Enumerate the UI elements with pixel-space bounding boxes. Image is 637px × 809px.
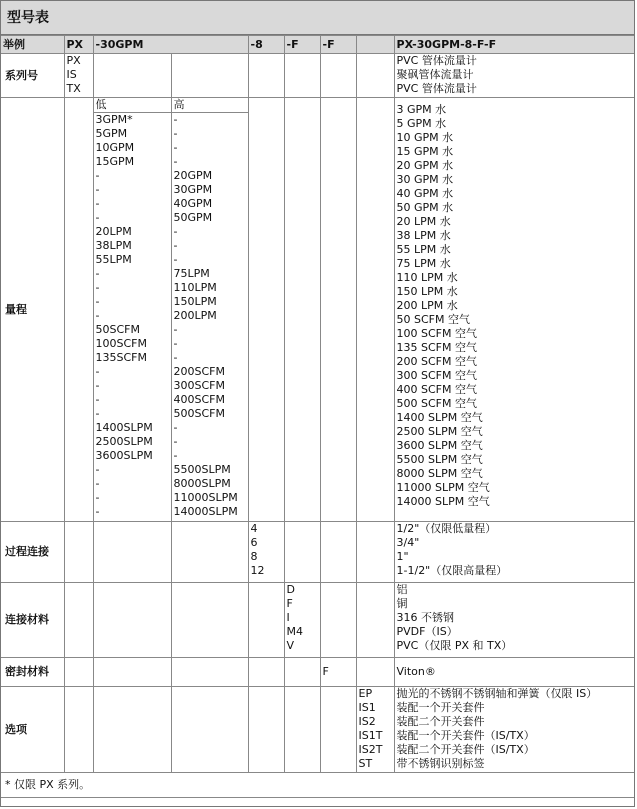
- range-high-value: -: [173, 323, 178, 336]
- process-desc-value: 3/4": [396, 536, 420, 549]
- range-desc-value: 75 LPM 水: [396, 257, 451, 270]
- range-desc-value: 10 GPM 水: [396, 131, 454, 144]
- range-low-value: -: [95, 505, 100, 518]
- options-codes: [356, 687, 394, 773]
- range-desc-value: 14000 SLPM 空气: [396, 495, 490, 508]
- range-desc-value: 200 SCFM 空气: [396, 355, 477, 368]
- option-desc-value: 装配一个开关套件: [396, 701, 485, 714]
- process-code: 12: [250, 564, 265, 577]
- range-high-value: -: [173, 225, 178, 238]
- option-code: IS2: [358, 715, 376, 728]
- range-desc-value: 200 LPM 水: [396, 299, 458, 312]
- range-low-value: -: [95, 169, 100, 182]
- material-code: D: [286, 583, 295, 596]
- header-row: [1, 36, 634, 54]
- range-high-value: -: [173, 449, 178, 462]
- header-cell: 举例: [1, 36, 64, 54]
- range-desc-value: 135 SCFM 空气: [396, 341, 477, 354]
- range-desc-value: 5 GPM 水: [396, 117, 447, 130]
- process-desc-value: 1-1/2"（仅限高量程）: [396, 564, 508, 577]
- range-desc-value: 400 SCFM 空气: [396, 383, 477, 396]
- row-label: 密封材料: [1, 658, 64, 687]
- range-high-value: 110LPM: [173, 281, 217, 294]
- option-desc-value: 装配一个开关套件（IS/TX）: [396, 729, 535, 742]
- range-desc-value: 30 GPM 水: [396, 173, 454, 186]
- range-low-value: -: [95, 477, 100, 490]
- range-high-value: 40GPM: [173, 197, 213, 210]
- range-low-value: 38LPM: [95, 239, 132, 252]
- seal-desc-value: Viton®: [396, 665, 436, 678]
- range-high-value: 11000SLPM: [173, 491, 238, 504]
- process-code: 4: [250, 522, 258, 535]
- range-desc-value: 3600 SLPM 空气: [396, 439, 483, 452]
- series-row: [1, 54, 634, 98]
- options-desc: [394, 687, 634, 773]
- row-label: 量程: [1, 98, 64, 522]
- range-low-value: -: [95, 491, 100, 504]
- series-codes: PX IS TX: [64, 54, 93, 98]
- footnote-row: [1, 773, 634, 798]
- material-desc-value: 316 不锈钢: [396, 611, 455, 624]
- range-desc-value: 5500 SLPM 空气: [396, 453, 483, 466]
- range-low-value: 10GPM: [95, 141, 135, 154]
- process-code: 6: [250, 536, 258, 549]
- option-code: ST: [358, 757, 373, 770]
- range-desc-value: 150 LPM 水: [396, 285, 458, 298]
- range-low-value: -: [95, 183, 100, 196]
- range-low-value: 15GPM: [95, 155, 135, 168]
- row-label: 连接材料: [1, 583, 64, 658]
- range-desc-value: 100 SCFM 空气: [396, 327, 477, 340]
- range-high-value: -: [173, 337, 178, 350]
- option-code: IS1T: [358, 729, 383, 742]
- range-desc-value: 11000 SLPM 空气: [396, 481, 490, 494]
- range-high-value: -: [173, 435, 178, 448]
- range-high-value: 300SCFM: [173, 379, 225, 392]
- process-desc: [394, 522, 634, 583]
- range-low-value: -: [95, 309, 100, 322]
- material-desc-value: PVDF（IS）: [396, 625, 458, 638]
- row-label: 选项: [1, 687, 64, 773]
- range-high-value: 150LPM: [173, 295, 217, 308]
- range-desc-value: 110 LPM 水: [396, 271, 458, 284]
- range-desc-value: 8000 SLPM 空气: [396, 467, 483, 480]
- range-high-value: -: [173, 141, 178, 154]
- range-high-value: -: [173, 239, 178, 252]
- material-desc-value: 铝: [396, 583, 408, 596]
- option-code: IS1: [358, 701, 376, 714]
- material-code: M4: [286, 625, 304, 638]
- material-desc-value: PVC（仅限 PX 和 TX）: [396, 639, 513, 652]
- process-row: [1, 522, 634, 583]
- range-high-value: 200LPM: [173, 309, 217, 322]
- footnote: * 仅限 PX 系列。: [1, 773, 634, 798]
- range-desc-value: 15 GPM 水: [396, 145, 454, 158]
- process-desc-value: 1": [396, 550, 409, 563]
- range-desc-value: 1400 SLPM 空气: [396, 411, 483, 424]
- table-title: 型号表: [1, 1, 634, 35]
- range-low-value: -: [95, 197, 100, 210]
- range-desc-value: 20 LPM 水: [396, 215, 451, 228]
- range-desc-value: 40 GPM 水: [396, 187, 454, 200]
- material-code: F: [286, 597, 293, 610]
- range-low-value: 1400SLPM: [95, 421, 153, 434]
- range-low-value: 3GPM*: [95, 113, 133, 126]
- range-low-value: 2500SLPM: [95, 435, 153, 448]
- material-code: I: [286, 611, 290, 624]
- options-row: [1, 687, 634, 773]
- range-low-value: 55LPM: [95, 253, 132, 266]
- series-desc: PVC 管体流量计 聚砜管体流量计 PVC 管体流量计: [394, 54, 634, 98]
- material-desc-value: 铜: [396, 597, 408, 610]
- range-high-value: 8000SLPM: [173, 477, 231, 490]
- option-desc-value: 带不锈钢识别标签: [396, 757, 485, 770]
- option-desc-value: 装配二个开关套件: [396, 715, 485, 728]
- range-low-column: [93, 98, 171, 522]
- range-high-value: 5500SLPM: [173, 463, 231, 476]
- range-desc: [394, 98, 634, 522]
- range-desc-value: 500 SCFM 空气: [396, 397, 477, 410]
- header-cell: [356, 36, 394, 54]
- material-codes: [284, 583, 320, 658]
- option-code: EP: [358, 687, 373, 700]
- range-low-value: 5GPM: [95, 127, 128, 140]
- range-low-header: 低: [94, 98, 171, 113]
- header-cell: PX: [64, 36, 93, 54]
- range-high-value: -: [173, 113, 178, 126]
- material-row: [1, 583, 634, 658]
- range-desc-value: 38 LPM 水: [396, 229, 451, 242]
- range-low-value: -: [95, 365, 100, 378]
- row-label: 过程连接: [1, 522, 64, 583]
- range-high-value: 500SCFM: [173, 407, 225, 420]
- range-low-value: -: [95, 281, 100, 294]
- row-label: 系列号: [1, 54, 64, 98]
- range-high-value: -: [173, 253, 178, 266]
- option-code: IS2T: [358, 743, 383, 756]
- range-low-value: -: [95, 379, 100, 392]
- range-high-column: [171, 98, 248, 522]
- material-code: V: [286, 639, 295, 652]
- range-high-value: 20GPM: [173, 169, 213, 182]
- process-desc-value: 1/2"（仅限低量程）: [396, 522, 497, 535]
- option-desc-value: 装配二个开关套件（IS/TX）: [396, 743, 535, 756]
- range-low-value: 50SCFM: [95, 323, 140, 336]
- range-high-value: -: [173, 155, 178, 168]
- range-high-value: 14000SLPM: [173, 505, 238, 518]
- range-high-value: 75LPM: [173, 267, 210, 280]
- range-low-value: 3600SLPM: [95, 449, 153, 462]
- range-low-value: -: [95, 463, 100, 476]
- model-table: [1, 35, 634, 798]
- range-desc-value: 2500 SLPM 空气: [396, 425, 483, 438]
- header-cell: -F: [320, 36, 356, 54]
- header-cell: -30GPM: [93, 36, 248, 54]
- range-desc-value: 3 GPM 水: [396, 103, 447, 116]
- header-cell: -8: [248, 36, 284, 54]
- range-high-value: -: [173, 351, 178, 364]
- range-high-value: -: [173, 421, 178, 434]
- range-desc-value: 20 GPM 水: [396, 159, 454, 172]
- range-low-value: 135SCFM: [95, 351, 147, 364]
- range-desc-value: 55 LPM 水: [396, 243, 451, 256]
- range-low-value: -: [95, 211, 100, 224]
- seal-row: [1, 658, 634, 687]
- range-row: [1, 98, 634, 522]
- range-low-value: -: [95, 393, 100, 406]
- header-cell: -F: [284, 36, 320, 54]
- header-cell: PX-30GPM-8-F-F: [394, 36, 634, 54]
- option-desc-value: 抛光的不锈钢不锈钢轴和弹簧（仅限 IS）: [396, 687, 598, 700]
- range-high-value: 50GPM: [173, 211, 213, 224]
- range-low-value: -: [95, 295, 100, 308]
- seal-code: F: [322, 665, 329, 678]
- process-codes: [248, 522, 284, 583]
- range-high-value: 30GPM: [173, 183, 213, 196]
- seal-codes: [320, 658, 356, 687]
- range-high-header: 高: [172, 98, 248, 113]
- range-desc-value: 50 GPM 水: [396, 201, 454, 214]
- material-desc: [394, 583, 634, 658]
- range-desc-value: 300 SCFM 空气: [396, 369, 477, 382]
- range-desc-value: 50 SCFM 空气: [396, 313, 470, 326]
- range-high-value: -: [173, 127, 178, 140]
- range-low-value: -: [95, 407, 100, 420]
- range-high-value: 200SCFM: [173, 365, 225, 378]
- range-low-value: -: [95, 267, 100, 280]
- range-high-value: 400SCFM: [173, 393, 225, 406]
- range-low-value: 20LPM: [95, 225, 132, 238]
- process-code: 8: [250, 550, 258, 563]
- range-low-value: 100SCFM: [95, 337, 147, 350]
- seal-desc: [394, 658, 634, 687]
